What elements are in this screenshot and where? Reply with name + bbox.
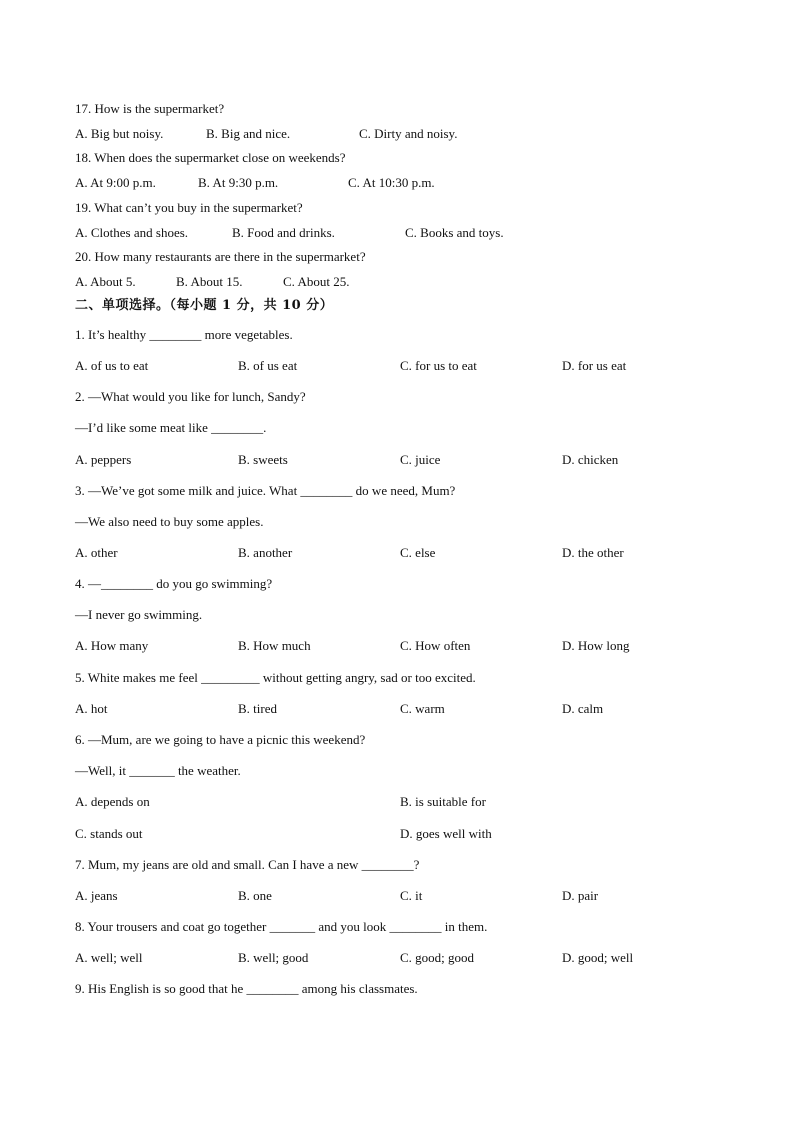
option-17c: C. Dirty and noisy. xyxy=(359,126,458,141)
mc6-option-c: C. stands out xyxy=(75,826,143,841)
mc-question-8: 8. Your trousers and coat go together _______ and you look ________ in them. xyxy=(75,919,488,934)
mc5-option-a: A. hot xyxy=(75,701,108,716)
mc7-option-c: C. it xyxy=(400,888,423,903)
mc2-option-a: A. peppers xyxy=(75,452,132,467)
mc-question-7: 7. Mum, my jeans are old and small. Can I have a new ________? xyxy=(75,857,420,872)
mc-question-4-reply: —I never go swimming. xyxy=(75,607,203,622)
question-19: 19. What can’t you buy in the supermarket? xyxy=(75,200,303,215)
mc4-option-b: B. How much xyxy=(238,638,311,653)
option-18b: B. At 9:30 p.m. xyxy=(198,175,279,190)
mc-question-6: 6. —Mum, are we going to have a picnic this weekend? xyxy=(75,732,366,747)
mc5-option-c: C. warm xyxy=(400,701,445,716)
mc4-option-a: A. How many xyxy=(75,638,149,653)
mc6-option-b: B. is suitable for xyxy=(400,794,486,809)
mc8-option-b: B. well; good xyxy=(238,950,309,965)
mc2-option-c: C. juice xyxy=(400,452,441,467)
mc-question-2: 2. —What would you like for lunch, Sandy? xyxy=(75,389,306,404)
mc8-option-a: A. well; well xyxy=(75,950,143,965)
mc5-option-b: B. tired xyxy=(238,701,277,716)
mc1-option-b: B. of us eat xyxy=(238,358,298,373)
mc2-option-d: D. chicken xyxy=(562,452,619,467)
mc2-option-b: B. sweets xyxy=(238,452,288,467)
mc8-option-d: D. good; well xyxy=(562,950,634,965)
mc3-option-c: C. else xyxy=(400,545,436,560)
option-17a: A. Big but noisy. xyxy=(75,126,164,141)
mc8-option-c: C. good; good xyxy=(400,950,475,965)
mc7-option-a: A. jeans xyxy=(75,888,118,903)
question-20: 20. How many restaurants are there in the supermarket? xyxy=(75,249,366,264)
mc-question-2-reply: —I’d like some meat like ________. xyxy=(75,420,267,435)
mc6-option-d: D. goes well with xyxy=(400,826,492,841)
mc7-option-d: D. pair xyxy=(562,888,599,903)
mc1-option-c: C. for us to eat xyxy=(400,358,477,373)
mc6-option-a: A. depends on xyxy=(75,794,150,809)
mc5-option-d: D. calm xyxy=(562,701,604,716)
option-18a: A. At 9:00 p.m. xyxy=(75,175,156,190)
option-19c: C. Books and toys. xyxy=(405,225,504,240)
mc7-option-b: B. one xyxy=(238,888,272,903)
option-17b: B. Big and nice. xyxy=(206,126,291,141)
section-title: 二、单项选择。（每小题 1 分，共 10 分） xyxy=(75,298,334,313)
mc3-option-a: A. other xyxy=(75,545,118,560)
option-18c: C. At 10:30 p.m. xyxy=(348,175,435,190)
mc-question-9: 9. His English is so good that he ________ among his classmates. xyxy=(75,981,418,996)
mc3-option-b: B. another xyxy=(238,545,293,560)
mc1-option-d: D. for us eat xyxy=(562,358,627,373)
mc3-option-d: D. the other xyxy=(562,545,624,560)
question-18: 18. When does the supermarket close on weekends? xyxy=(75,150,346,165)
mc-question-5: 5. White makes me feel _________ without getting angry, sad or too excited. xyxy=(75,670,476,685)
mc-question-4: 4. —________ do you go swimming? xyxy=(75,576,273,591)
option-19b: B. Food and drinks. xyxy=(232,225,335,240)
mc-question-6-reply: —Well, it _______ the weather. xyxy=(75,763,241,778)
question-17: 17. How is the supermarket? xyxy=(75,101,225,116)
option-20b: B. About 15. xyxy=(176,274,243,289)
mc4-option-d: D. How long xyxy=(562,638,630,653)
option-20c: C. About 25. xyxy=(283,274,350,289)
mc4-option-c: C. How often xyxy=(400,638,471,653)
mc-question-1: 1. It’s healthy ________ more vegetables. xyxy=(75,327,293,342)
option-19a: A. Clothes and shoes. xyxy=(75,225,189,240)
option-20a: A. About 5. xyxy=(75,274,136,289)
mc-question-3-reply: —We also need to buy some apples. xyxy=(75,514,264,529)
mc-question-3: 3. —We’ve got some milk and juice. What ________ do we need, Mum? xyxy=(75,483,456,498)
mc1-option-a: A. of us to eat xyxy=(75,358,149,373)
